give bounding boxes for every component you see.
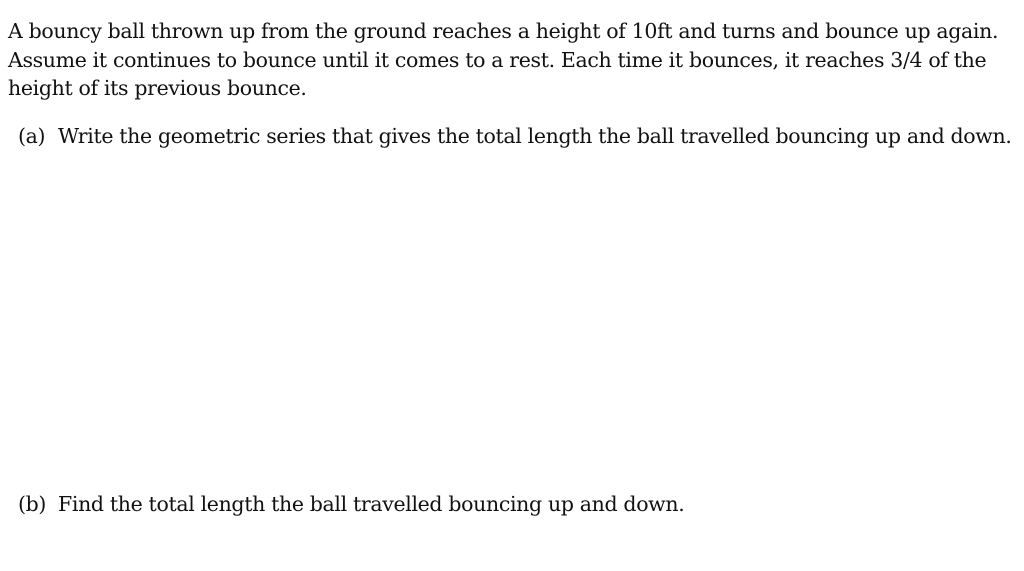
question-a-label: (a)	[18, 124, 46, 148]
question-a-text: Write the geometric series that gives the total length the ball travelled bouncing up and down.	[58, 124, 1012, 148]
problem-line: Assume it continues to bounce until it comes to a rest. Each time it bounces, it reaches 3/4 of the	[8, 47, 987, 72]
question-b	[18, 490, 684, 518]
answer-space	[18, 160, 998, 480]
problem-line: A bouncy ball thrown up from the ground reaches a height of 10ft and turns and bounce up again.	[8, 19, 999, 43]
problem-line: height of its previous bounce.	[8, 76, 307, 100]
problem-statement	[8, 17, 1018, 103]
question-b-label: (b)	[18, 492, 47, 516]
question-b-text: Find the total length the ball travelled bouncing up and down.	[58, 492, 685, 516]
question-a	[18, 122, 1012, 150]
